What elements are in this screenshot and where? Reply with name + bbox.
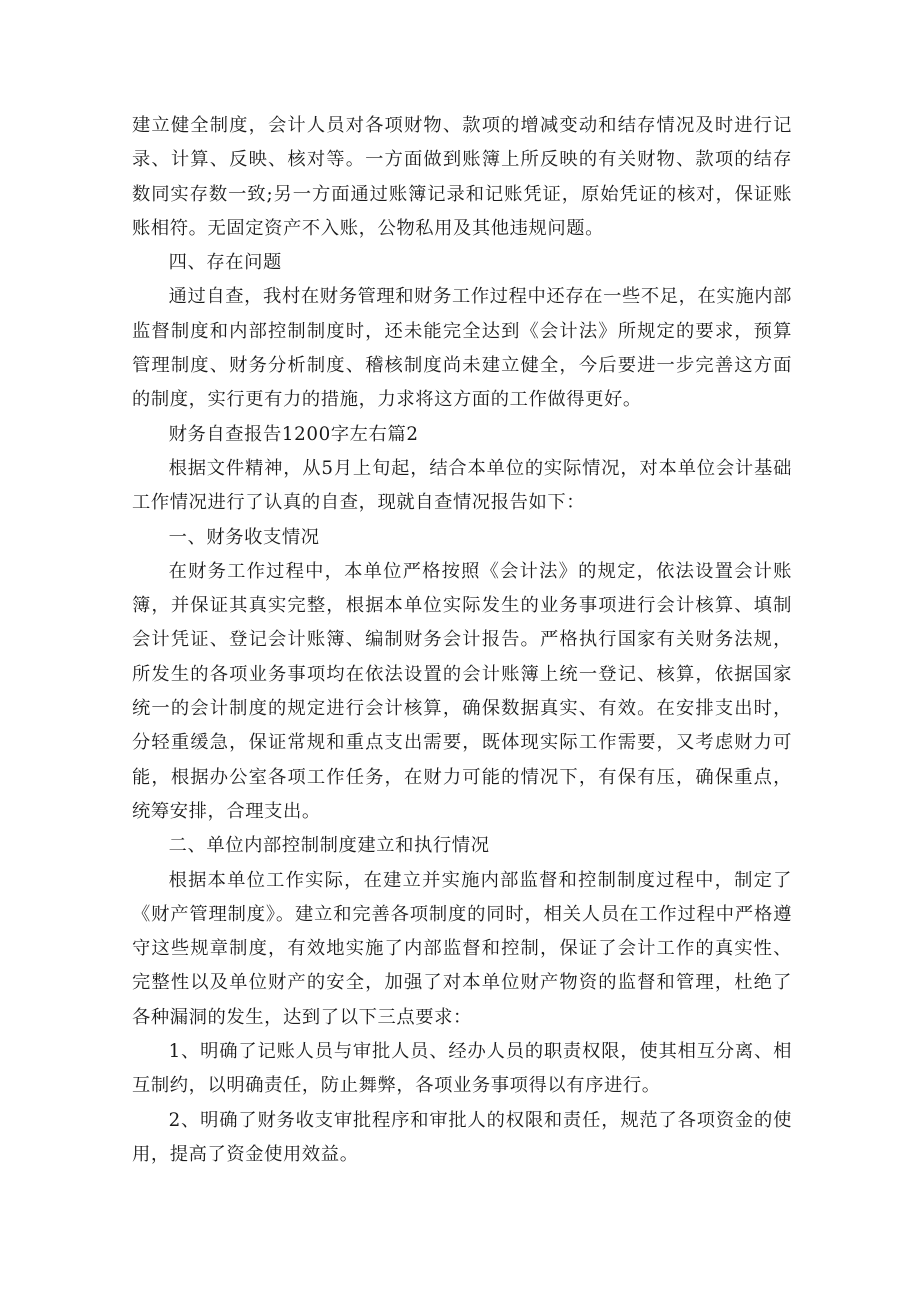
paragraph-problems: 通过自查，我村在财务管理和财务工作过程中还存在一些不足，在实施内部监督制度和内部控制制度时，还未能完全达到《会计法》所规定的要求，预算管理制度、财务分析制度、稽核制度尚未建立健全，今后要进一步完善这方面的制度，实行更有力的措施，力求将这方面的工作做得更好。 xyxy=(132,286,792,411)
document-body xyxy=(132,109,792,1172)
paragraph-intro: 根据文件精神，从5月上旬起，结合本单位的实际情况，对本单位会计基础工作情况进行了认真的自查，现就自查情况报告如下： xyxy=(132,457,792,514)
section-heading-problems: 四、存在问题 xyxy=(168,252,282,274)
list-item-requirement-2: 2、明确了财务收支审批程序和审批人的权限和责任，规范了各项资金的使用，提高了资金使用效益。 xyxy=(132,1109,792,1165)
section-heading-income-expense: 一、财务收支情况 xyxy=(168,526,320,548)
section-heading-internal-control: 二、单位内部控制制度建立和执行情况 xyxy=(168,835,490,857)
paragraph-continuation: 建立健全制度，会计人员对各项财物、款项的增减变动和结存情况及时进行记录、计算、反映、核对等。一方面做到账簿上所反映的有关财物、款项的结存数同实存数一致;另一方面通过账簿记录和记账凭证，原始凭证的核对，保证账账相符。无固定资产不入账，公物私用及其他违规问题。 xyxy=(132,115,792,239)
paragraph-internal-control: 根据本单位工作实际，在建立并实施内部监督和控制制度过程中，制定了《财产管理制度》。建立和完善各项制度的同时，相关人员在工作过程中严格遵守这些规章制度，有效地实施了内部监督和控制，保证了会计工作的真实性、完整性以及单位财产的安全，加强了对本单位财产物资的监督和管理，杜绝了各种漏洞的发生，达到了以下三点要求： xyxy=(132,869,792,1028)
paragraph-income-expense: 在财务工作过程中，本单位严格按照《会计法》的规定，依法设置会计账簿，并保证其真实完整，根据本单位实际发生的业务事项进行会计核算、填制会计凭证、登记会计账簿、编制财务会计报告。严格执行国家有关财务法规，所发生的各项业务事项均在依法设置的会计账簿上统一登记、核算，依据国家统一的会计制度的规定进行会计核算，确保数据真实、有效。在安排支出时，分轻重缓急，保证常规和重点支出需要，既体现实际工作需要，又考虑财力可能，根据办公室各项工作任务，在财力可能的情况下，有保有压，确保重点，统筹安排，合理支出。 xyxy=(132,560,792,822)
report-title: 财务自查报告1200字左右篇2 xyxy=(168,423,419,445)
list-item-requirement-1: 1、明确了记账人员与审批人员、经办人员的职责权限，使其相互分离、相互制约，以明确责任，防止舞弊，各项业务事项得以有序进行。 xyxy=(132,1041,792,1097)
